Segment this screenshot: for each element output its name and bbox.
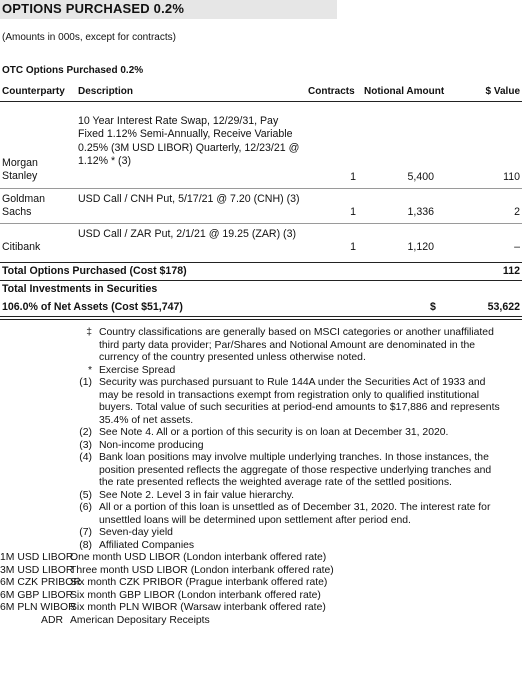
- table-title: OTC Options Purchased 0.2%: [2, 65, 144, 76]
- row-counterparty: Morgan Stanley: [2, 157, 38, 183]
- col-header-counterparty: Counterparty: [2, 86, 65, 97]
- abbreviation-key: 6M GBP LIBOR: [0, 589, 74, 601]
- row-divider: [0, 223, 522, 224]
- footnote: [0, 490, 522, 503]
- abbreviation-text: One month USD LIBOR (London interbank offered rate): [70, 552, 327, 563]
- row-description: USD Call / CNH Put, 5/17/21 @ 7.20 (CNH) (3): [78, 193, 300, 205]
- abbreviation-text: Six month CZK PRIBOR (Prague interbank offered rate): [70, 577, 328, 588]
- row-contracts: 1: [350, 241, 356, 253]
- row-description: 10 Year Interest Rate Swap, 12/29/31, Pay Fixed 1.12% Semi-Annually, Receive Variable 0.25% (3M USD LIBOR) Quarterly, 12/23/21 @ 1.12% * (3): [78, 115, 300, 168]
- abbreviation: [0, 577, 522, 590]
- footnote-text: Bank loan positions may involve multiple underlying tranches. In those instances, the position presented reflects the aggregate of those respective underlying tranches and the rate presented reflects the weighted average rate of the settled positions.: [99, 452, 492, 488]
- section-title: OPTIONS PURCHASED 0.2%: [2, 1, 185, 16]
- footnote-text: Exercise Spread: [99, 364, 176, 376]
- footnote-key: (8): [79, 539, 92, 551]
- footnote-text: Seven-day yield: [99, 527, 173, 538]
- header-rule: [0, 101, 522, 102]
- abbreviation: [0, 590, 522, 603]
- row-notional: 1,336: [407, 206, 434, 218]
- amounts-note: (Amounts in 000s, except for contracts): [2, 32, 176, 43]
- footnote: [0, 327, 522, 365]
- footnote-text: See Note 4. All or a portion of this security is on loan at December 31, 2020.: [99, 427, 449, 438]
- total-investments-label: Total Investments in Securities: [2, 283, 158, 295]
- total-options-label: Total Options Purchased (Cost $178): [2, 265, 187, 277]
- row-notional: 5,400: [407, 171, 434, 183]
- row-counterparty: Goldman Sachs: [2, 193, 45, 219]
- footnote-key: (2): [79, 427, 92, 438]
- footnote-key: *: [87, 364, 92, 376]
- abbreviation-text: Six month GBP LIBOR (London interbank offered rate): [70, 589, 321, 601]
- footnote-key: (4): [79, 452, 92, 463]
- footnote-key: ‡: [86, 327, 92, 338]
- abbreviation-text: Six month PLN WIBOR (Warsaw interbank offered rate): [70, 602, 326, 613]
- row-value: 2: [514, 206, 520, 218]
- row-divider: [0, 188, 522, 189]
- footnote: [0, 377, 522, 427]
- footnote-key: (6): [79, 502, 92, 513]
- row-counterparty: Citibank: [2, 241, 41, 253]
- col-header-value: $ Value: [485, 86, 520, 97]
- abbreviation-key: 1M USD LIBOR: [0, 552, 74, 563]
- footnote: [0, 540, 522, 553]
- section-header: [0, 0, 337, 19]
- total-investments-rule: [0, 316, 522, 320]
- abbreviation: [0, 615, 522, 628]
- footnote: [0, 365, 522, 378]
- total-options-value: 112: [502, 265, 520, 277]
- abbreviation: [0, 552, 522, 565]
- net-assets-label: 106.0% of Net Assets (Cost $51,747): [2, 301, 183, 313]
- abbreviation-text: Three month USD LIBOR (London interbank offered rate): [70, 564, 334, 576]
- total-rule-bottom: [0, 280, 522, 281]
- footnote-text: Affiliated Companies: [99, 539, 195, 551]
- row-description: USD Call / ZAR Put, 2/1/21 @ 19.25 (ZAR) (3): [78, 228, 296, 240]
- footnote-key: (7): [79, 527, 92, 538]
- footnote-key: (5): [79, 489, 92, 501]
- total-rule-top: [0, 262, 522, 263]
- row-contracts: 1: [350, 171, 356, 183]
- abbreviation-key: 3M USD LIBOR: [0, 564, 74, 576]
- footnotes: [0, 327, 522, 627]
- abbreviation-text: American Depositary Receipts: [70, 614, 210, 626]
- total-investments-value: 53,622: [487, 301, 520, 313]
- footnote-key: (1): [79, 377, 92, 388]
- total-investments-currency: $: [430, 301, 436, 313]
- row-value: 110: [503, 171, 520, 183]
- footnote: [0, 427, 522, 440]
- row-contracts: 1: [350, 206, 356, 218]
- abbreviation: [0, 565, 522, 578]
- col-header-contracts: Contracts: [308, 86, 355, 97]
- footnote-text: See Note 2. Level 3 in fair value hierarchy.: [99, 489, 295, 501]
- footnote-text: Non-income producing: [99, 439, 204, 451]
- footnote: [0, 527, 522, 540]
- col-header-notional: Notional Amount: [364, 86, 445, 97]
- abbreviation-key: 6M CZK PRIBOR: [0, 577, 81, 588]
- row-notional: 1,120: [407, 241, 434, 253]
- abbreviation-key: 6M PLN WIBOR: [0, 602, 76, 613]
- footnote: [0, 440, 522, 453]
- row-value: –: [514, 241, 520, 253]
- col-header-description: Description: [78, 86, 134, 97]
- footnote: [0, 452, 522, 490]
- footnote: [0, 502, 522, 527]
- footnote-text: Security was purchased pursuant to Rule 144A under the Securities Act of 1933 and may be resold in transactions exempt from registration only to qualified institutional buyers. Total value of such securities at period-end amounts to $17,886 and represents 35.4% of net assets.: [99, 377, 500, 426]
- footnote-text: All or a portion of this loan is unsettled as of December 31, 2020. The interest rate for unsettled loans will be determined upon settlement after period end.: [99, 502, 491, 526]
- abbreviation-key: ADR: [41, 614, 63, 626]
- footnote-text: Country classifications are generally based on MSCI categories or another unaffiliated third party data provider; Par/Shares and Notional Amount are denominated in the currency of the country presented unless otherwise noted.: [99, 327, 494, 363]
- abbreviation: [0, 602, 522, 615]
- footnote-key: (3): [79, 439, 92, 451]
